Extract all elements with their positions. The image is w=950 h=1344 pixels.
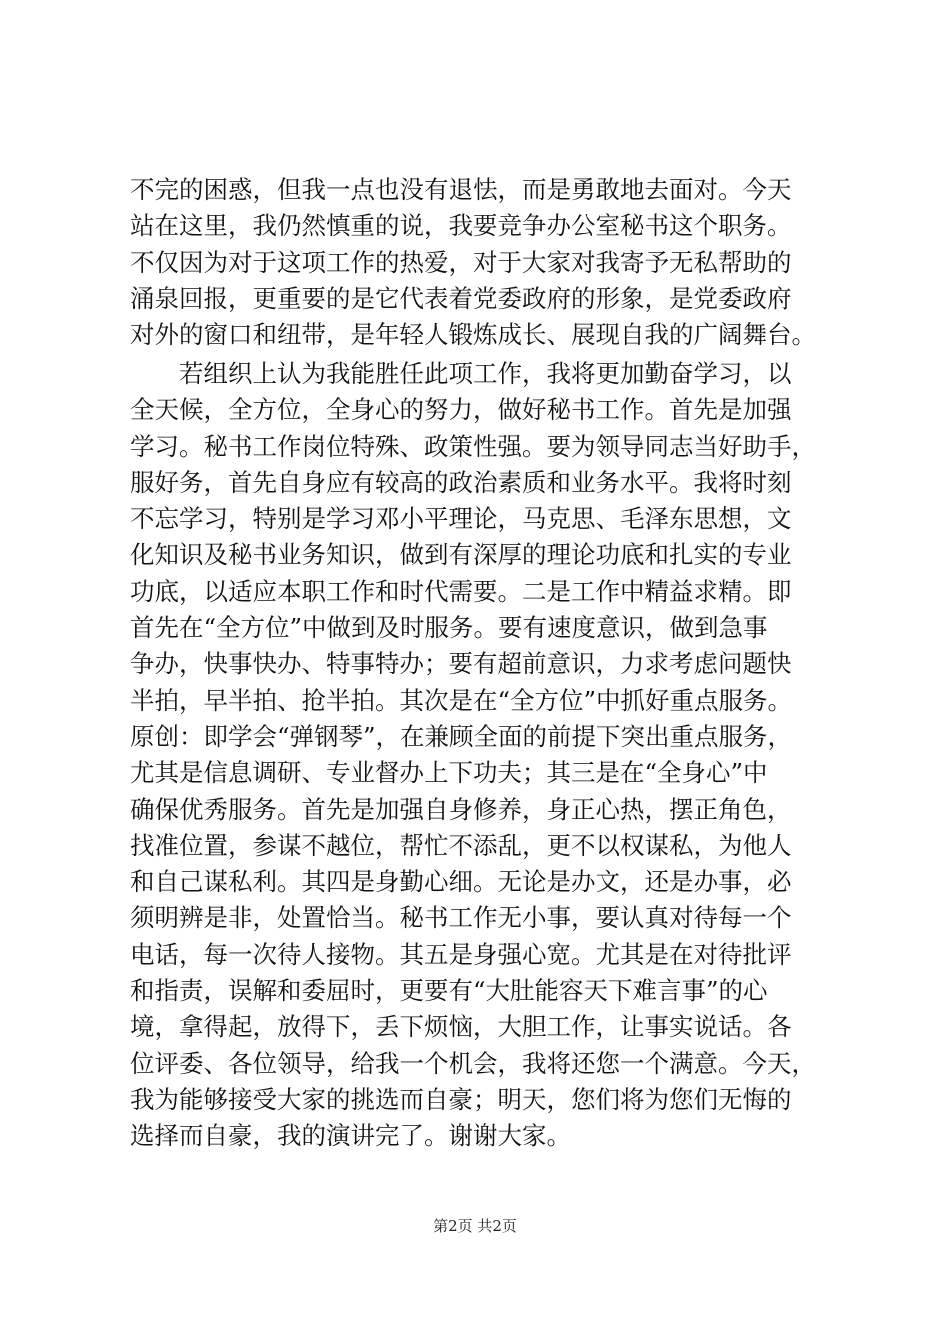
paragraph-2 — [130, 356, 830, 1155]
text-line: 不忘学习，特别是学习邓小平理论，马克思、毛泽东思想，文 — [130, 504, 792, 534]
text-line: 不仅因为对于这项工作的热爱，对于大家对我寄予无私帮助的 — [130, 247, 792, 277]
text-line: 我为能够接受大家的挑选而自豪；明天，您们将为您们无悔的 — [130, 1084, 792, 1114]
text-line: 争办，快事快办、特事特办；要有超前意识，力求考虑问题快 — [130, 649, 792, 679]
text-line: 境，拿得起，放得下，丢下烦恼，大胆工作，让事实说话。各 — [130, 1012, 792, 1042]
text-line: 对外的窗口和纽带，是年轻人锻炼成长、展现自我的广阔舞台。 — [130, 320, 816, 350]
text-line: 找准位置，参谋不越位，帮忙不添乱，更不以权谋私，为他人 — [130, 830, 792, 860]
text-line: 化知识及秘书业务知识，做到有深厚的理论功底和扎实的专业 — [130, 540, 792, 570]
text-line: 若组织上认为我能胜任此项工作，我将更加勤奋学习，以 — [130, 359, 792, 388]
text-line: 站在这里，我仍然慎重的说，我要竞争办公室秘书这个职务。 — [130, 211, 792, 241]
text-line: 须明辨是非，处置恰当。秘书工作无小事，要认真对待每一个 — [130, 903, 792, 933]
text-line: 尤其是信息调研、专业督办上下功夫；其三是在“全身心”中 — [130, 758, 768, 788]
text-line: 不完的困惑，但我一点也没有退怯，而是勇敢地去面对。今天 — [130, 175, 792, 204]
text-line: 涌泉回报，更重要的是它代表着党委政府的形象，是党委政府 — [130, 283, 792, 313]
text-line: 确保优秀服务。首先是加强自身修养，身正心热，摆正角色， — [130, 794, 792, 824]
text-line: 服好务，首先自身应有较高的政治素质和业务水平。我将时刻 — [130, 467, 792, 497]
text-line: 和自己谋私利。其四是身勤心细。无论是办文，还是办事，必 — [130, 867, 792, 897]
text-line: 首先在“全方位”中做到及时服务。要有速度意识，做到急事 — [130, 613, 768, 643]
text-line: 学习。秘书工作岗位特殊、政策性强。要为领导同志当好助手， — [130, 431, 816, 461]
page-footer: 第2页 共2页 — [433, 1217, 517, 1235]
text-line: 位评委、各位领导，给我一个机会，我将还您一个满意。今天， — [130, 1048, 816, 1078]
text-line: 半拍，早半拍、抢半拍。其次是在“全方位”中抓好重点服务。 — [130, 685, 793, 715]
paragraph-1 — [130, 172, 830, 353]
text-line: 和指责，误解和委屈时，更要有“大肚能容天下难言事”的心 — [130, 976, 768, 1006]
text-line: 功底，以适应本职工作和时代需要。二是工作中精益求精。即 — [130, 576, 792, 606]
text-line: 全天候，全方位，全身心的努力，做好秘书工作。首先是加强 — [130, 395, 792, 425]
text-line: 电话，每一次待人接物。其五是身强心宽。尤其是在对待批评 — [130, 939, 792, 969]
text-line: 选择而自豪，我的演讲完了。谢谢大家。 — [130, 1121, 571, 1151]
text-line: 原创：即学会“弹钢琴”，在兼顾全面的前提下突出重点服务， — [130, 721, 793, 751]
